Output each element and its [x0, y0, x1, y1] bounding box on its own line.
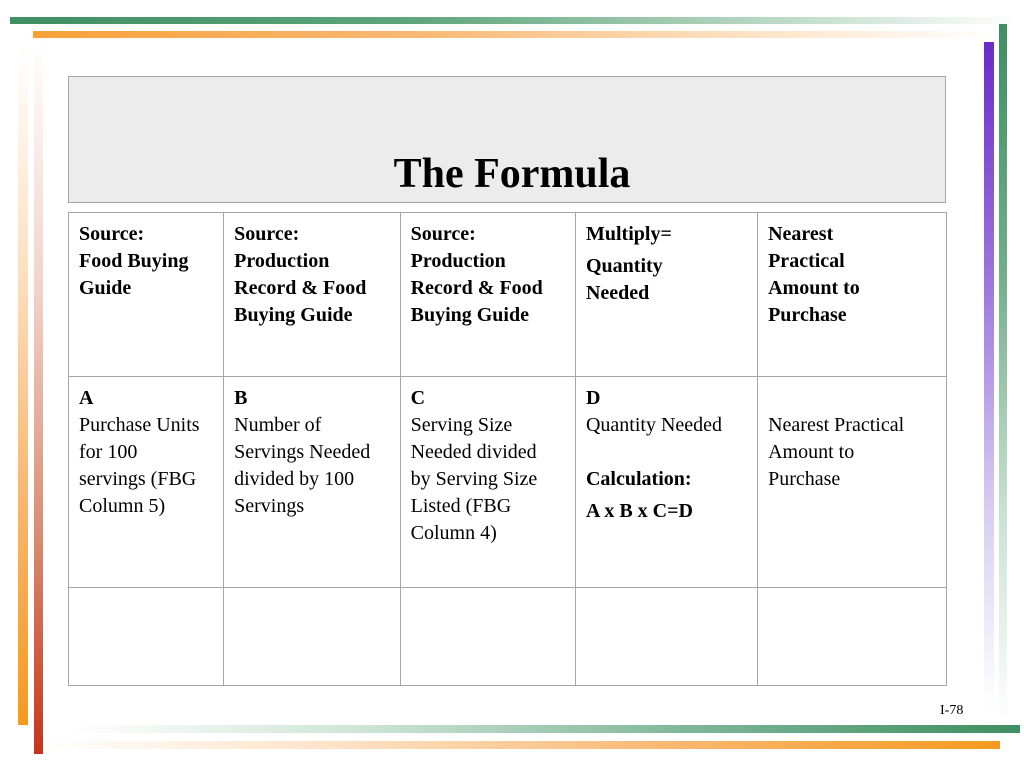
header-a-line3: Guide	[79, 277, 132, 299]
header-b-line2: Production	[234, 250, 330, 272]
empty-cell-b	[224, 588, 400, 686]
top-green-bar	[10, 17, 1020, 24]
body-b-line1: Number of	[234, 414, 322, 436]
body-e-line2: Amount to	[768, 441, 855, 463]
header-b-line1: Source:	[234, 223, 300, 245]
body-d-line1: Quantity Needed	[585, 414, 723, 436]
empty-cell-e	[758, 588, 947, 686]
body-d-letter: D	[585, 387, 601, 409]
body-e-line1: Nearest Practical	[768, 414, 905, 436]
body-c-line1: Serving Size	[410, 414, 513, 436]
body-cell-d	[575, 377, 757, 588]
body-a-line3: servings (FBG	[79, 468, 197, 490]
empty-cell-d	[575, 588, 757, 686]
body-b-line3: divided by 100	[234, 468, 355, 490]
table-body-row	[69, 377, 947, 588]
calculation-formula: A x B x C=D	[585, 500, 693, 522]
header-cell-e	[758, 213, 947, 377]
body-cell-e	[758, 377, 947, 588]
body-e-line3: Purchase	[768, 468, 841, 490]
slide-number: I-78	[940, 703, 964, 718]
header-c-line3: Record & Food	[410, 277, 543, 299]
header-cell-a	[69, 213, 224, 377]
body-a-line1: Purchase Units	[79, 414, 200, 436]
formula-table	[68, 212, 947, 686]
body-c-line4: Listed (FBG	[410, 495, 512, 517]
right-green-bar	[999, 24, 1007, 724]
body-c-line5: Column 4)	[410, 522, 497, 544]
body-c-line3: by Serving Size	[410, 468, 538, 490]
body-b-letter: B	[234, 387, 248, 409]
header-cell-c	[400, 213, 575, 377]
empty-cell-c	[400, 588, 575, 686]
header-c-line4: Buying Guide	[410, 304, 529, 326]
body-b-line2: Servings Needed	[234, 441, 371, 463]
header-cell-b	[224, 213, 400, 377]
body-cell-c	[400, 377, 575, 588]
header-e-line2: Practical	[768, 250, 845, 272]
empty-cell-a	[69, 588, 224, 686]
body-c-letter: C	[410, 387, 426, 409]
right-purple-bar	[984, 42, 994, 710]
calculation-label: Calculation:	[585, 468, 692, 490]
bottom-orange-bar	[45, 741, 1000, 749]
header-d-line1: Multiply=	[585, 223, 672, 245]
header-d-line2: Quantity	[585, 255, 663, 277]
header-b-line3: Record & Food	[234, 277, 367, 299]
header-a-line1: Source:	[79, 223, 145, 245]
header-e-line4: Purchase	[768, 304, 847, 326]
body-cell-a	[69, 377, 224, 588]
header-c-line2: Production	[410, 250, 506, 272]
bottom-green-bar	[72, 725, 1020, 733]
left-orange-bar	[18, 45, 28, 725]
top-orange-bar	[33, 31, 993, 38]
header-e-line3: Amount to	[768, 277, 860, 299]
body-a-line4: Column 5)	[79, 495, 166, 517]
header-b-line4: Buying Guide	[234, 304, 353, 326]
header-e-line1: Nearest	[768, 223, 834, 245]
slide-title: The Formula	[393, 151, 631, 197]
body-b-line4: Servings	[234, 495, 305, 517]
table-empty-row	[69, 588, 947, 686]
body-c-line2: Needed divided	[410, 441, 537, 463]
body-a-line2: for 100	[79, 441, 138, 463]
table-header-row	[69, 213, 947, 377]
body-a-letter: A	[79, 387, 94, 409]
body-cell-b	[224, 377, 400, 588]
header-c-line1: Source:	[410, 223, 476, 245]
header-a-line2: Food Buying	[79, 250, 189, 272]
header-d-line3: Needed	[585, 282, 650, 304]
header-cell-d	[575, 213, 757, 377]
